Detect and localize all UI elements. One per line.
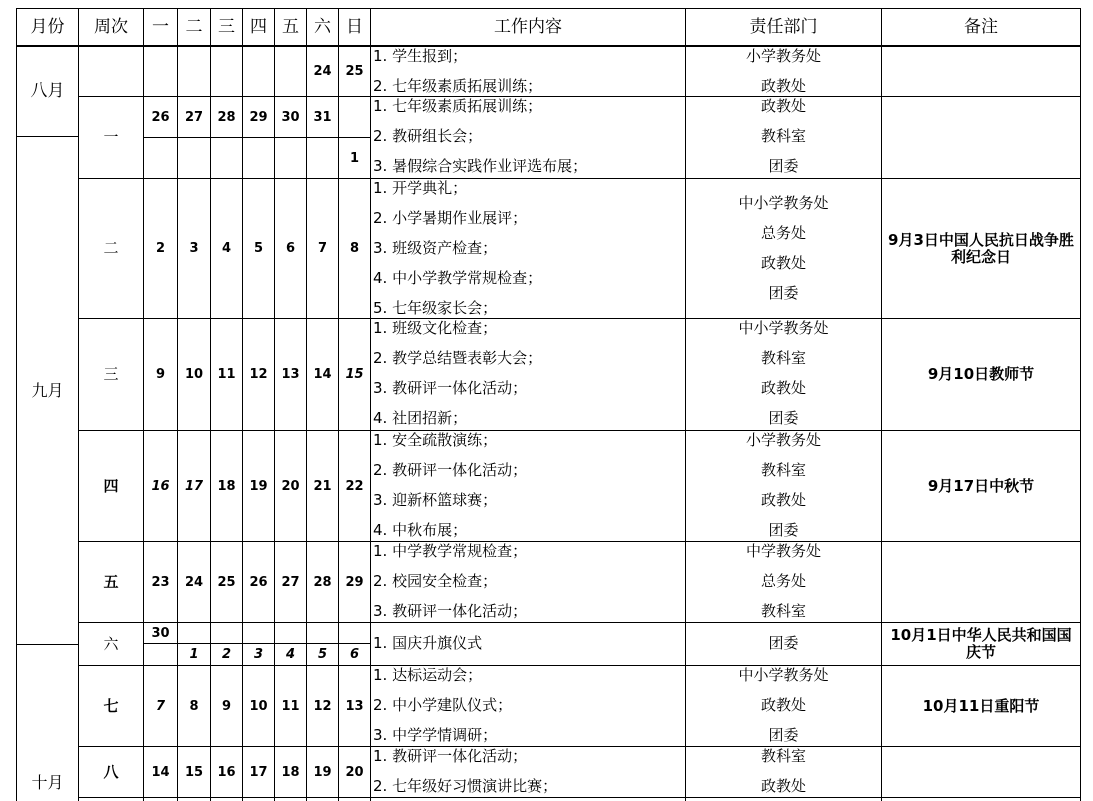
date-cell: 4 <box>285 647 296 662</box>
date-cell: 20 <box>281 478 300 494</box>
date-cell: 13 <box>345 698 364 714</box>
date-cell: 27 <box>184 109 204 125</box>
dept-item: 政教处 <box>760 491 806 509</box>
date-cell: 6 <box>349 647 360 662</box>
header-remark: 备注 <box>964 16 998 37</box>
date-cell: 13 <box>281 367 300 382</box>
dept-item: 教科室 <box>760 461 806 479</box>
date-cell: 7 <box>317 241 328 256</box>
week-1: 一 <box>103 128 119 146</box>
dept-item: 小学教务处 <box>745 431 821 449</box>
header-day-sat: 六 <box>314 16 331 37</box>
date-cell: 6 <box>285 241 296 256</box>
dept-item: 团委 <box>768 634 799 652</box>
date-cell: 11 <box>281 698 300 714</box>
task-item: 2. 教研评一体化活动； <box>373 461 528 479</box>
date-cell: 17 <box>249 764 268 780</box>
date-cell: 20 <box>345 764 364 780</box>
date-cell: 15 <box>184 764 204 780</box>
header-day-tue: 二 <box>185 16 203 37</box>
date-cell: 14 <box>313 367 332 382</box>
grid-line <box>16 45 1081 47</box>
week-5: 五 <box>103 572 119 591</box>
date-cell: 21 <box>313 478 332 494</box>
task-item: 2. 教学总结暨表彰大会； <box>373 349 543 367</box>
task-item: 3. 教研评一体化活动； <box>373 379 528 397</box>
task-item: 3. 迎新杯篮球赛； <box>373 491 498 509</box>
date-cell: 23 <box>151 574 170 590</box>
week-3: 三 <box>103 365 119 383</box>
date-cell: 17 <box>184 478 204 494</box>
date-cell: 12 <box>313 698 332 714</box>
date-cell: 12 <box>249 367 268 382</box>
date-cell: 10 <box>184 367 204 382</box>
header-month: 月份 <box>30 16 65 37</box>
dept-item: 团委 <box>768 726 799 744</box>
date-cell: 28 <box>217 109 236 125</box>
task-item: 4. 中小学教学常规检查； <box>373 269 543 287</box>
date-cell: 24 <box>184 574 204 590</box>
date-cell: 5 <box>317 647 328 662</box>
date-cell: 1 <box>349 150 360 166</box>
dept-item: 团委 <box>768 284 799 302</box>
date-cell: 4 <box>221 241 232 256</box>
week-7: 七 <box>103 696 119 715</box>
task-item: 3. 班级资产检查； <box>373 239 498 257</box>
date-cell: 31 <box>313 109 332 125</box>
date-cell: 3 <box>253 647 264 662</box>
date-cell: 18 <box>217 478 236 494</box>
dept-item: 政教处 <box>760 77 806 95</box>
week-8: 八 <box>103 762 119 781</box>
task-item: 1. 开学典礼； <box>373 179 468 197</box>
date-cell: 9 <box>155 367 166 382</box>
task-item: 1. 中学教学常规检查； <box>373 542 528 560</box>
date-cell: 18 <box>281 764 300 780</box>
remark-note: 9月10日教师节 <box>927 365 1035 383</box>
dept-item: 政教处 <box>760 379 806 397</box>
dept-item: 教科室 <box>760 349 806 367</box>
week-2: 二 <box>103 239 119 257</box>
task-item: 1. 班级文化检查； <box>373 319 498 337</box>
month-october: 十月 <box>31 773 64 792</box>
remark-note: 9月3日中国人民抗日战争胜利纪念日 <box>888 230 1074 266</box>
task-item: 2. 小学暑期作业展评； <box>373 209 528 227</box>
date-cell: 16 <box>151 478 170 494</box>
date-cell: 7 <box>155 698 166 714</box>
dept-item: 政教处 <box>760 97 806 115</box>
task-item: 1. 教研评一体化活动； <box>373 747 528 765</box>
date-cell: 27 <box>281 574 300 590</box>
dept-item: 中学教务处 <box>745 542 821 560</box>
task-item: 5. 七年级家长会； <box>373 299 498 317</box>
date-cell: 2 <box>155 241 166 256</box>
date-cell: 22 <box>345 478 364 494</box>
date-cell: 25 <box>345 64 364 79</box>
task-item: 3. 教研评一体化活动； <box>373 602 528 620</box>
date-cell: 3 <box>189 241 199 256</box>
month-september: 九月 <box>31 381 64 400</box>
dept-item: 小学教务处 <box>745 47 821 65</box>
header-week: 周次 <box>94 16 128 37</box>
dept-item: 政教处 <box>760 696 806 714</box>
date-cell: 30 <box>281 109 300 125</box>
date-cell: 25 <box>217 574 236 590</box>
week-6: 六 <box>103 634 119 653</box>
date-cell: 1 <box>189 647 199 662</box>
dept-item: 教科室 <box>760 127 806 145</box>
task-item: 1. 达标运动会； <box>373 666 483 684</box>
date-cell: 29 <box>345 574 364 590</box>
remark-note: 9月17日中秋节 <box>927 476 1035 495</box>
grid-line <box>143 137 371 138</box>
header-content: 工作内容 <box>494 16 562 37</box>
date-cell: 2 <box>221 647 232 662</box>
grid-line <box>78 797 1081 798</box>
header-day-fri: 五 <box>282 16 299 37</box>
task-item: 1. 国庆升旗仪式 <box>373 634 483 652</box>
dept-item: 中小学教务处 <box>738 194 829 212</box>
task-item: 2. 七年级素质拓展训练； <box>373 77 543 95</box>
date-cell: 24 <box>313 64 332 79</box>
date-cell: 14 <box>151 764 170 780</box>
task-item: 1. 学生报到； <box>373 47 468 65</box>
date-cell: 10 <box>249 698 268 714</box>
date-cell: 19 <box>313 764 332 780</box>
task-item: 4. 中秋布展； <box>373 521 468 539</box>
task-item: 1. 七年级素质拓展训练； <box>373 97 543 115</box>
dept-item: 中小学教务处 <box>738 666 829 684</box>
dept-item: 政教处 <box>760 254 806 272</box>
header-day-mon: 一 <box>152 16 169 37</box>
date-cell: 5 <box>253 241 264 256</box>
dept-item: 教科室 <box>760 602 806 620</box>
dept-item: 总务处 <box>760 572 806 590</box>
task-item: 1. 安全疏散演练； <box>373 431 498 449</box>
task-item: 2. 校园安全检查； <box>373 572 498 590</box>
task-item: 3. 中学学情调研； <box>373 726 498 744</box>
dept-item: 团委 <box>768 409 799 427</box>
task-item: 2. 七年级好习惯演讲比赛； <box>373 777 558 795</box>
date-cell: 30 <box>151 625 170 641</box>
date-cell: 26 <box>249 574 268 590</box>
dept-item: 中小学教务处 <box>738 319 829 337</box>
week-4: 四 <box>103 476 119 495</box>
task-item: 2. 教研组长会； <box>373 127 483 145</box>
date-cell: 29 <box>249 109 268 125</box>
header-day-wed: 三 <box>218 16 235 37</box>
date-cell: 11 <box>217 367 236 382</box>
date-cell: 8 <box>349 241 360 256</box>
dept-item: 教科室 <box>760 747 806 765</box>
dept-item: 政教处 <box>760 777 806 795</box>
task-item: 3. 暑假综合实践作业评选布展； <box>373 157 588 175</box>
header-dept: 责任部门 <box>749 16 818 37</box>
date-cell: 28 <box>313 574 332 590</box>
month-august: 八月 <box>30 81 65 101</box>
date-cell: 15 <box>345 367 364 382</box>
header-day-sun: 日 <box>346 16 363 37</box>
header-day-thu: 四 <box>250 16 267 37</box>
remark-note: 10月11日重阳节 <box>922 696 1040 715</box>
grid-line <box>16 644 78 645</box>
task-item: 4. 社团招新； <box>373 409 468 427</box>
date-cell: 26 <box>151 109 170 125</box>
grid-line <box>1080 8 1081 801</box>
dept-item: 总务处 <box>760 224 806 242</box>
date-cell: 16 <box>217 764 236 780</box>
date-cell: 19 <box>249 478 268 494</box>
date-cell: 8 <box>189 698 199 714</box>
dept-item: 团委 <box>768 157 799 175</box>
remark-note: 10月1日中华人民共和国国庆节 <box>890 626 1072 661</box>
dept-item: 团委 <box>768 521 799 539</box>
task-item: 2. 中小学建队仪式； <box>373 696 513 714</box>
date-cell: 9 <box>221 698 232 714</box>
